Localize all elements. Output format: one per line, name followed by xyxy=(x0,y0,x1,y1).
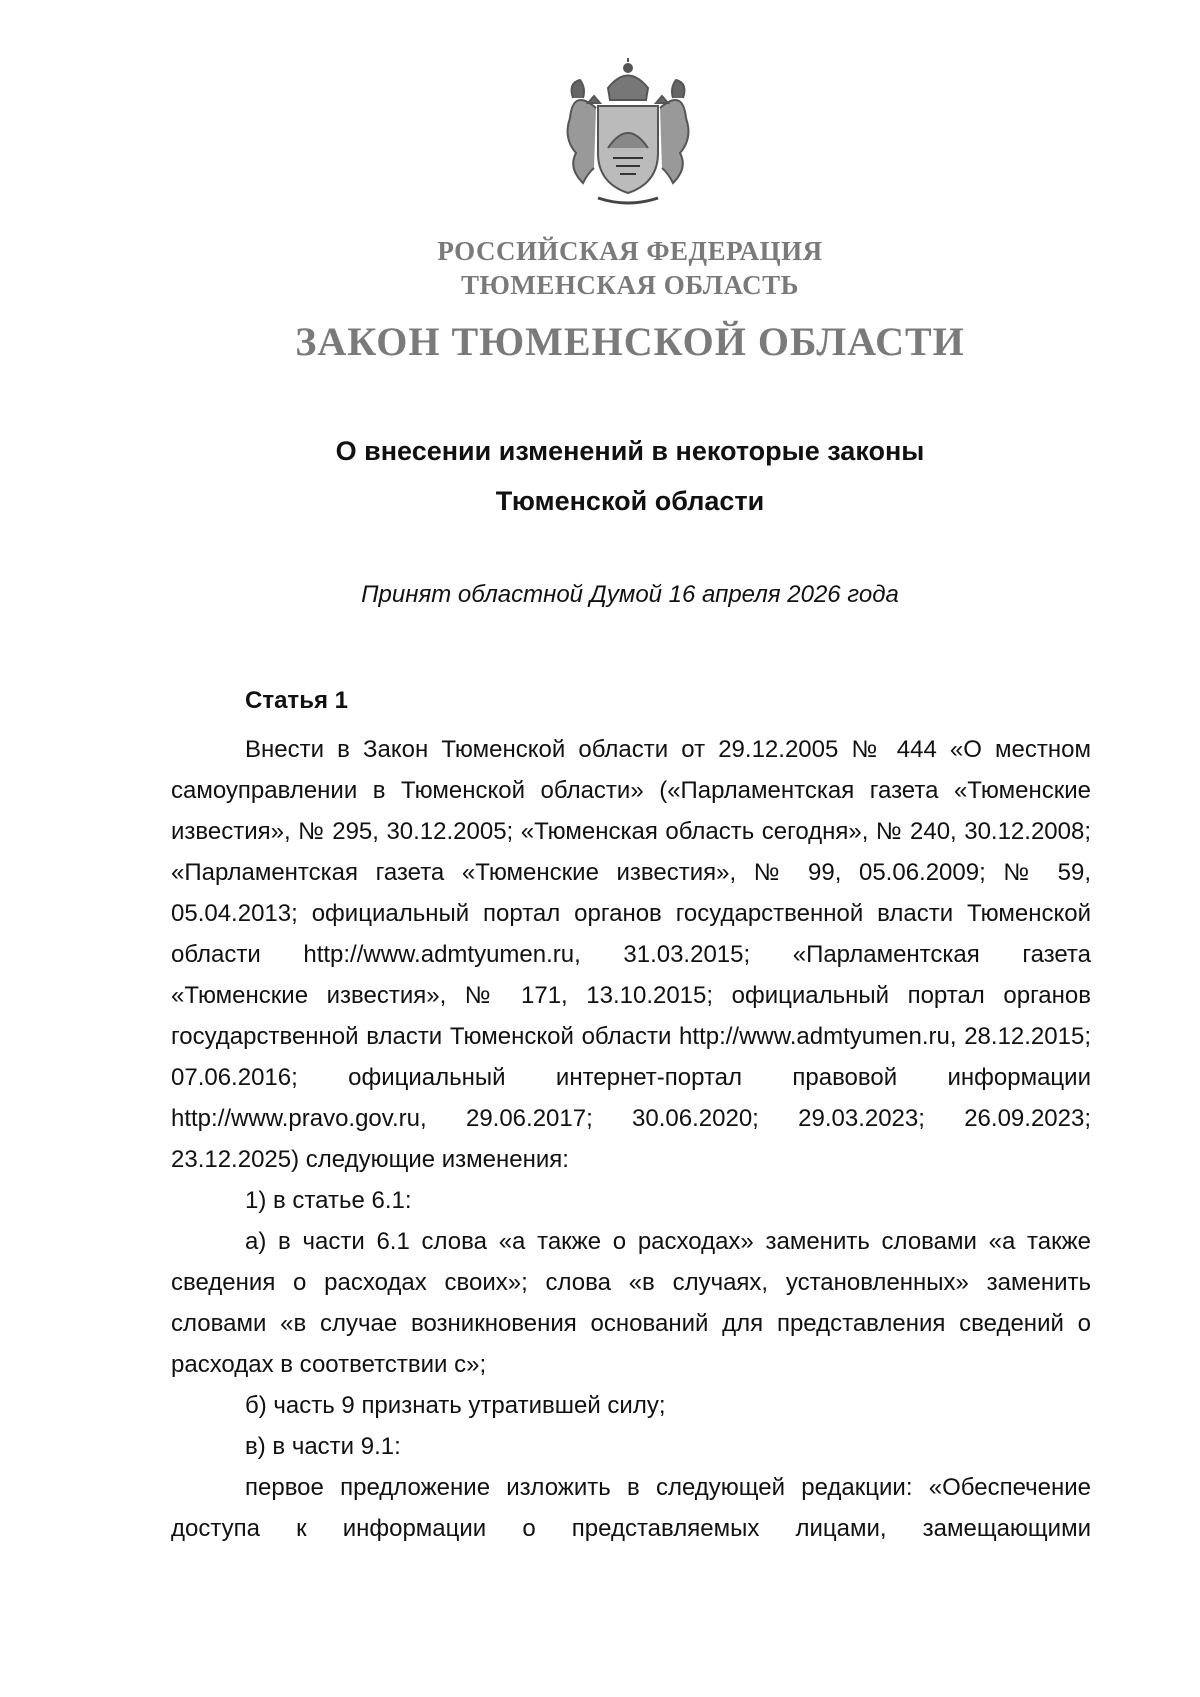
law-title-line-1: О внесении изменений в некоторые законы xyxy=(335,436,925,466)
article-paragraph: первое предложение изложить в следующей редакции: «Обеспечение доступа к информации о представляемых лицами, замещающими xyxy=(171,1474,1091,1542)
article-paragraph: б) часть 9 признать утратившей силу; xyxy=(245,1392,666,1419)
law-title-line-2: Тюменской области xyxy=(495,486,765,516)
header-region: ТЮМЕНСКАЯ ОБЛАСТЬ xyxy=(460,270,800,300)
adoption-note: Принят областной Думой 16 апреля 2026 года xyxy=(361,581,899,608)
coat-of-arms-icon xyxy=(528,58,728,208)
article-paragraph: в) в части 9.1: xyxy=(245,1433,401,1460)
article-paragraph: а) в части 6.1 слова «а также о расходах» заменить словами «а также сведения о расходах своих»; слова «в случаях, установленных» заменить словами «в случае возникновения оснований для представления сведений о расходах в соответствии с»; xyxy=(171,1228,1091,1378)
article-heading: Статья 1 xyxy=(245,687,348,714)
header-country: РОССИЙСКАЯ ФЕДЕРАЦИЯ xyxy=(437,236,823,266)
article-body xyxy=(171,729,1091,1549)
header-doc-type: ЗАКОН ТЮМЕНСКОЙ ОБЛАСТИ xyxy=(295,319,965,364)
article-paragraph: 1) в статье 6.1: xyxy=(245,1187,412,1214)
article-paragraph: Внести в Закон Тюменской области от 29.12.2005 № 444 «О местном самоуправлении в Тюменской области» («Парламентская газета «Тюменские известия», № 295, 30.12.2005; «Тюменская область сегодня», № 240, 30.12.2008; «Парламентская газета «Тюменские известия», № 99, 05.06.2009; № 59, 05.04.2013; официальный портал органов государственной власти Тюменской области http://www.admtyumen.ru, 31.03.2015; «Парламентская газета «Тюменские известия», № 171, 13.10.2015; официальный портал органов государственной власти Тюменской области http://www.admtyumen.ru, 28.12.2015; 07.06.2016; официальный интернет-портал правовой информации http://www.pravo.gov.ru, 29.06.2017; 30.06.2020; 29.03.2023; 26.09.2023; 23.12.2025) следующие изменения: xyxy=(171,736,1091,1173)
